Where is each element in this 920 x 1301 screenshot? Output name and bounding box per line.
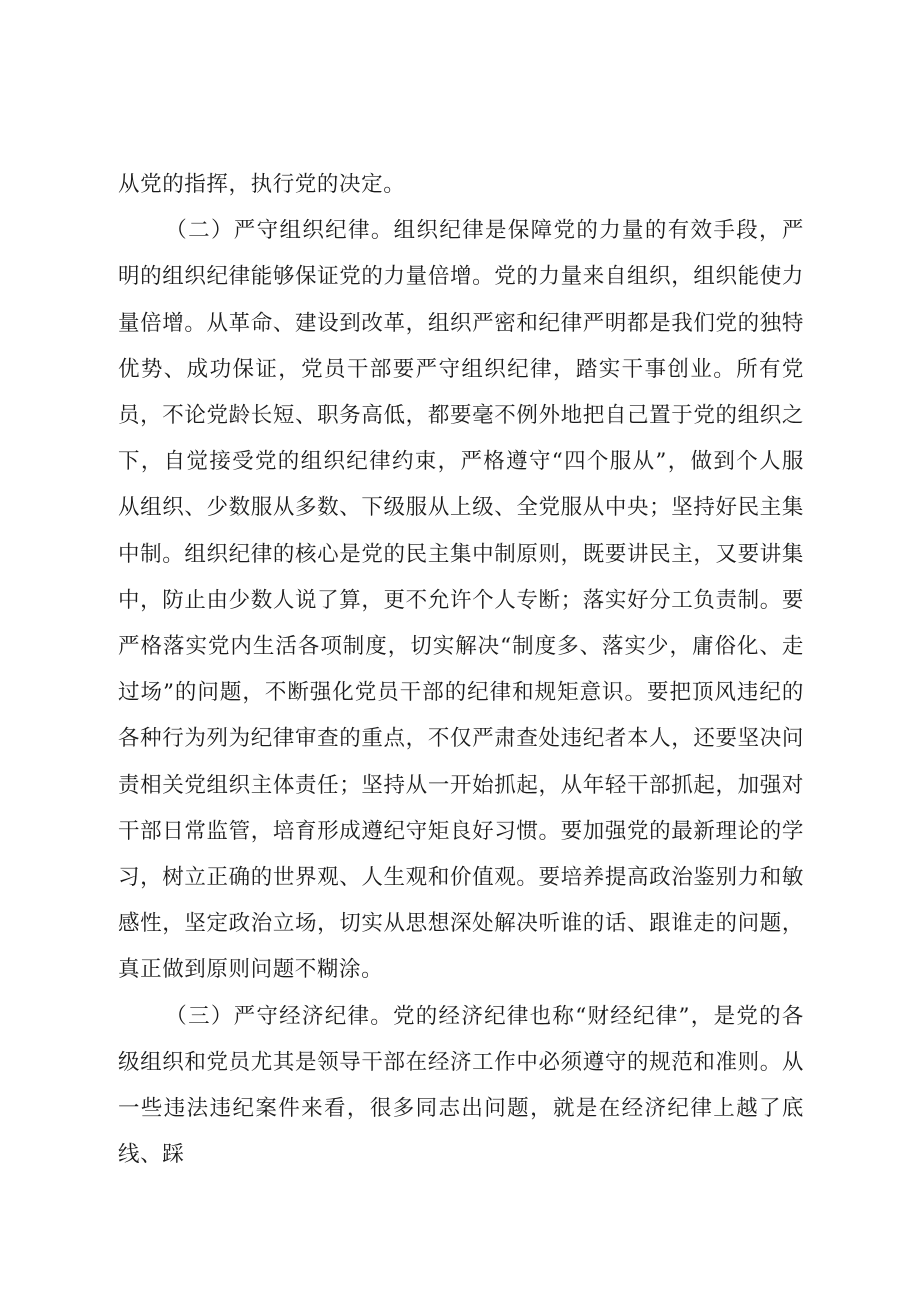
paragraph-strict-economic-discipline: （三）严守经济纪律。党的经济纪律也称“财经纪律”，是党的各级组织和党员尤其是领导干部在经济工作中必须遵守的规范和准则。从一些违法违纪案件来看，很多同志出问题，就是在经济纪律上越了底线、踩 — [118, 1003, 804, 1168]
document-body — [118, 162, 804, 1178]
paragraph-continuation: 从党的指挥，执行党的决定。 — [118, 172, 406, 197]
paragraph-strict-organizational-discipline: （二）严守组织纪律。组织纪律是保障党的力量的有效手段，严明的组织纪律能够保证党的力量倍增。党的力量来自组织，组织能使力量倍增。从革命、建设到改革，组织严密和纪律严明都是我们党的独特优势、成功保证，党员干部要严守组织纪律，踏实干事创业。所有党员，不论党龄长短、职务高低，都要毫不例外地把自己置于党的组织之下，自觉接受党的组织纪律约束，严格遵守“四个服从”，做到个人服从组织、少数服从多数、下级服从上级、全党服从中央；坚持好民主集中制。组织纪律的核心是党的民主集中制原则，既要讲民主，又要讲集中，防止由少数人说了算，更不允许个人专断；落实好分工负责制。要严格落实党内生活各项制度，切实解决“制度多、落实少，庸俗化、走过场”的问题，不断强化党员干部的纪律和规矩意识。要把顶风违纪的各种行为列为纪律审查的重点，不仅严肃查处违纪者本人，还要坚决问责相关党组织主体责任；坚持从一开始抓起，从年轻干部抓起，加强对干部日常监管，培育形成遵纪守矩良好习惯。要加强党的最新理论的学习，树立正确的世界观、人生观和价值观。要培养提高政治鉴别力和敏感性，坚定政治立场，切实从思想深处解决听谁的话、跟谁走的问题，真正做到原则问题不糊涂。 — [118, 218, 804, 983]
